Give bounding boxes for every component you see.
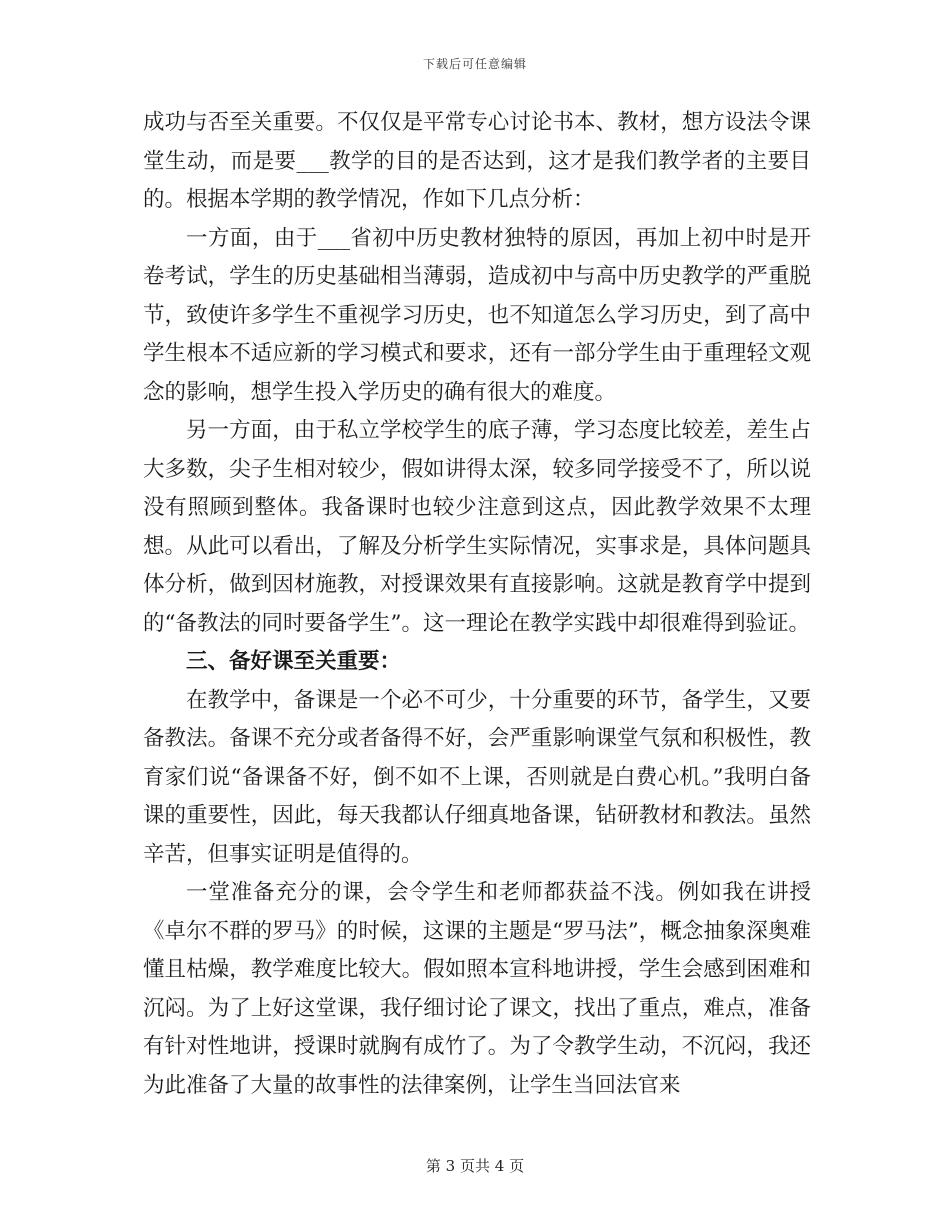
paragraph-4: 在教学中，备课是一个必不可少，十分重要的环节，备学生，又要备教法。备课不充分或者备得不好，会严重影响课堂气氛和积极性，教育家们说“备课备不好，倒不如不上课，否则就是白费心机。”我明白备课的重要性，因此，每天我都认仔细真地备课，钻研教材和教法。虽然辛苦，但事实证明是值得的。 (143, 687, 811, 867)
paragraph-2: 一方面，由于___省初中历史教材独特的原因，再加上初中时是开卷考试，学生的历史基础相当薄弱，造成初中与高中历史教学的严重脱节，致使许多学生不重视学习历史，也不知道怎么学习历史，到了高中学生根本不适应新的学习模式和要求，还有一部分学生由于重理轻文观念的影响，想学生投入学历史的确有很大的难度。 (143, 225, 811, 405)
paragraph-3: 另一方面，由于私立学校学生的底子薄，学习态度比较差，差生占大多数，尖子生相对较少，假如讲得太深，较多同学接受不了，所以说没有照顾到整体。我备课时也较少注意到这点，因此教学效果不太理想。从此可以看出，了解及分析学生实际情况，实事求是，具体问题具体分析，做到因材施教，对授课效果有直接影响。这就是教育学中提到的“备教法的同时要备学生”。这一理论在教学实践中却很难得到验证。 (143, 418, 811, 636)
section-heading-3: 三、备好课至关重要： (186, 649, 402, 674)
page-header: 下载后可任意编辑 (422, 57, 527, 71)
paragraph-5: 一堂准备充分的课，会令学生和老师都获益不浅。例如我在讲授《卓尔不群的罗马》的时候，这课的主题是“罗马法”，概念抽象深奥难懂且枯燥，教学难度比较大。假如照本宣科地讲授，学生会感到困难和沉闷。为了上好这堂课，我仔细讨论了课文，找出了重点，难点，准备有针对性地讲，授课时就胸有成竹了。为了令教学生动，不沉闷，我还为此准备了大量的故事性的法律案例，让学生当回法官来 (143, 880, 811, 1098)
page-number-footer: 第 3 页共 4 页 (425, 1157, 525, 1175)
document-body (143, 104, 811, 1105)
paragraph-1: 成功与否至关重要。不仅仅是平常专心讨论书本、教材，想方设法令课堂生动，而是要___教学的目的是否达到，这才是我们教学者的主要目的。根据本学期的教学情况，作如下几点分析： (143, 110, 811, 212)
